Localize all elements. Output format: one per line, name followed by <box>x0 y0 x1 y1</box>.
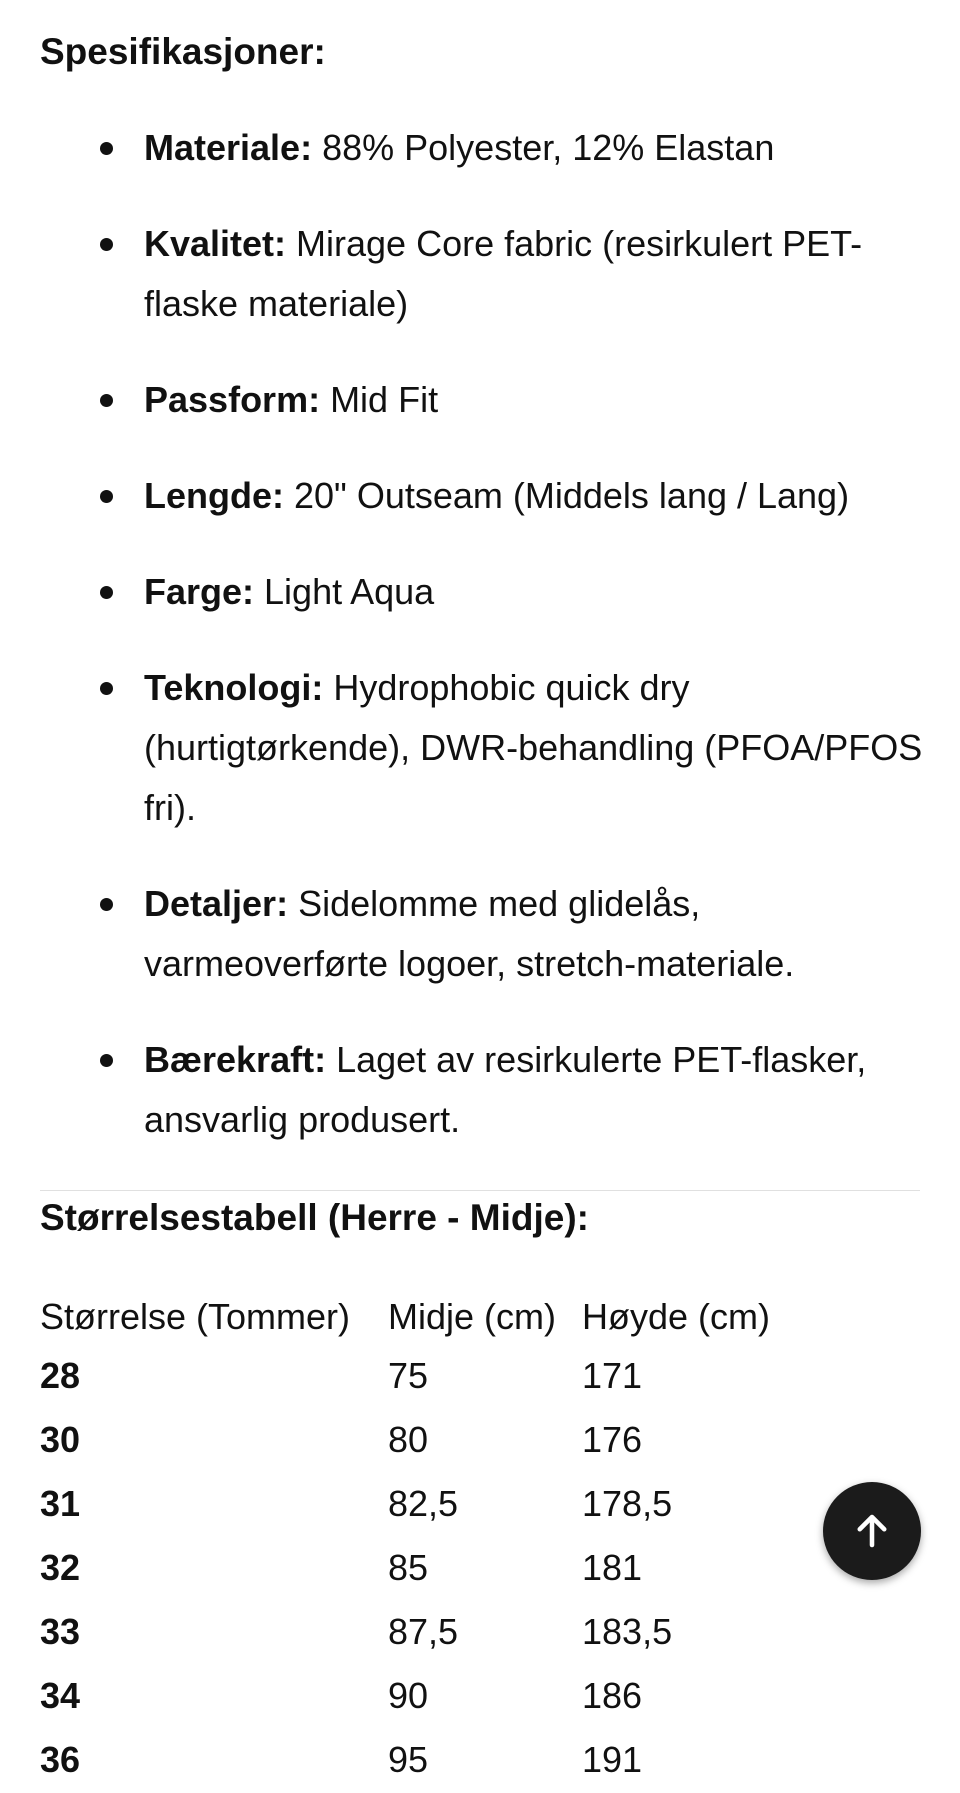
waist-cell: 95 <box>388 1739 429 1780</box>
bullet-icon <box>100 490 113 503</box>
table-row <box>40 1664 802 1728</box>
table-row <box>40 1728 802 1792</box>
table-row <box>40 1600 802 1664</box>
waist-cell: 75 <box>388 1355 429 1396</box>
spec-item-fit <box>40 370 930 430</box>
header-height: Høyde (cm) <box>582 1296 770 1337</box>
spec-value: Mirage Core fabric (resirkulert PET-flaske materiale) <box>144 223 863 324</box>
height-cell: 171 <box>582 1355 643 1396</box>
spec-label: Passform: <box>144 379 321 420</box>
waist-cell: 90 <box>388 1675 429 1716</box>
table-row <box>40 1472 802 1536</box>
section-divider <box>40 1190 920 1191</box>
spec-value: Laget av resirkulerte PET-flasker, ansvarlig produsert. <box>144 1039 867 1140</box>
spec-label: Detaljer: <box>144 883 289 924</box>
height-cell: 178,5 <box>582 1483 673 1524</box>
height-cell: 181 <box>582 1547 643 1588</box>
bullet-icon <box>100 898 113 911</box>
height-cell: 176 <box>582 1419 643 1460</box>
spec-label: Teknologi: <box>144 667 324 708</box>
waist-cell: 85 <box>388 1547 429 1588</box>
size-cell: 28 <box>40 1355 81 1396</box>
header-waist: Midje (cm) <box>388 1296 556 1337</box>
waist-cell: 80 <box>388 1419 429 1460</box>
spec-item-sustainability <box>40 1030 930 1150</box>
bullet-icon <box>100 142 113 155</box>
size-table-header-row <box>40 1290 802 1344</box>
arrow-up-icon <box>851 1510 893 1552</box>
bullet-icon <box>100 394 113 407</box>
height-cell: 191 <box>582 1739 643 1780</box>
spec-label: Farge: <box>144 571 255 612</box>
size-cell: 33 <box>40 1611 81 1652</box>
bullet-icon <box>100 238 113 251</box>
spec-value: Mid Fit <box>320 379 439 420</box>
size-cell: 36 <box>40 1739 81 1780</box>
height-cell: 183,5 <box>582 1611 673 1652</box>
spec-label: Lengde: <box>144 475 284 516</box>
spec-value: 20" Outseam (Middels lang / Lang) <box>284 475 850 516</box>
spec-value: Light Aqua <box>254 571 435 612</box>
table-row <box>40 1344 802 1408</box>
spec-item-details <box>40 874 930 994</box>
waist-cell: 82,5 <box>388 1483 459 1524</box>
spec-label: Bærekraft: <box>144 1039 327 1080</box>
scroll-to-top-button[interactable] <box>823 1482 921 1580</box>
size-table-heading: Størrelsestabell (Herre - Midje): <box>40 1197 589 1238</box>
specifications-list <box>40 118 930 1186</box>
spec-label: Materiale: <box>144 127 313 168</box>
spec-value: 88% Polyester, 12% Elastan <box>312 127 775 168</box>
spec-item-length <box>40 466 930 526</box>
size-cell: 32 <box>40 1547 81 1588</box>
specifications-heading: Spesifikasjoner: <box>40 31 326 72</box>
spec-item-quality <box>40 214 930 334</box>
size-cell: 31 <box>40 1483 81 1524</box>
table-row <box>40 1536 802 1600</box>
bullet-icon <box>100 1054 113 1067</box>
spec-label: Kvalitet: <box>144 223 287 264</box>
bullet-icon <box>100 682 113 695</box>
spec-item-technology <box>40 658 930 838</box>
spec-value: Hydrophobic quick dry (hurtigtørkende), DWR-behandling (PFOA/PFOS fri). <box>144 667 923 828</box>
spec-value: Sidelomme med glidelås, varmeoverførte logoer, stretch-materiale. <box>144 883 795 984</box>
size-table <box>40 1290 802 1792</box>
spec-item-material <box>40 118 930 178</box>
spec-item-color <box>40 562 930 622</box>
size-cell: 34 <box>40 1675 81 1716</box>
size-cell: 30 <box>40 1419 81 1460</box>
header-size: Størrelse (Tommer) <box>40 1296 351 1337</box>
waist-cell: 87,5 <box>388 1611 459 1652</box>
table-row <box>40 1408 802 1472</box>
height-cell: 186 <box>582 1675 643 1716</box>
bullet-icon <box>100 586 113 599</box>
